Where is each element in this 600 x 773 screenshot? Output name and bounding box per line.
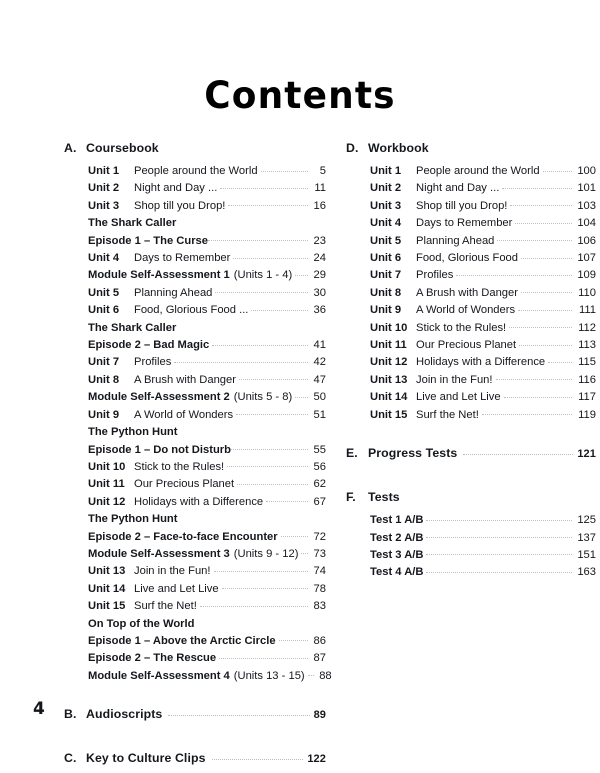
section-spacer bbox=[64, 729, 326, 751]
entry-page-number: 41 bbox=[313, 339, 326, 352]
entry-page-number: 47 bbox=[313, 373, 326, 386]
entry-unit-label: Unit 9 bbox=[370, 304, 402, 317]
entry-title: Stick to the Rules! bbox=[416, 321, 507, 334]
entry-title: Test 4 A/B bbox=[370, 566, 424, 579]
toc-entry-unit[interactable] bbox=[88, 354, 326, 371]
toc-entry-episode[interactable] bbox=[88, 337, 326, 354]
entry-unit-label: Unit 12 bbox=[88, 495, 126, 508]
toc-entry-unit[interactable] bbox=[370, 320, 596, 337]
entry-title: Food, Glorious Food bbox=[416, 252, 518, 265]
page-title: Contents bbox=[204, 74, 396, 117]
entry-page-number: 51 bbox=[313, 408, 326, 421]
entry-page-number: 86 bbox=[313, 634, 326, 647]
entry-page-number: 24 bbox=[313, 252, 326, 265]
toc-entry-episode[interactable] bbox=[88, 546, 326, 563]
entry-title: Planning Ahead bbox=[134, 286, 213, 299]
entry-unit-label: Unit 2 bbox=[88, 182, 120, 195]
toc-entry-episode[interactable] bbox=[88, 668, 332, 685]
toc-entry-unit[interactable] bbox=[88, 250, 326, 267]
entry-title: Holidays with a Difference bbox=[134, 495, 264, 508]
entry-page-number: 74 bbox=[313, 565, 326, 578]
dot-leader bbox=[220, 188, 308, 189]
toc-entry-unit[interactable] bbox=[88, 476, 326, 493]
entry-title: Stick to the Rules! bbox=[134, 460, 225, 473]
entry-page-number: 112 bbox=[578, 321, 596, 334]
entry-unit-label: Unit 6 bbox=[370, 252, 402, 265]
entry-unit-label: Unit 5 bbox=[370, 234, 402, 247]
entry-page-number: 56 bbox=[313, 460, 326, 473]
entry-page-number: 151 bbox=[577, 548, 596, 561]
entry-unit-label: Unit 4 bbox=[88, 252, 120, 265]
entry-unit-label: Unit 8 bbox=[88, 373, 120, 386]
dot-leader bbox=[426, 572, 572, 573]
toc-entry-episode[interactable] bbox=[88, 233, 326, 250]
entry-title: Profiles bbox=[134, 356, 172, 369]
entry-unit-label: Unit 6 bbox=[88, 304, 120, 317]
entry-page-number: 72 bbox=[313, 530, 326, 543]
section-title: Audioscripts bbox=[86, 707, 163, 722]
entry-title: Module Self-Assessment 1 bbox=[88, 269, 230, 282]
entry-page-number: 125 bbox=[577, 514, 596, 527]
dot-leader bbox=[281, 536, 308, 537]
entry-page-number: 107 bbox=[577, 252, 596, 265]
entry-title: Surf the Net! bbox=[416, 408, 479, 421]
dot-leader bbox=[233, 258, 308, 259]
toc-entry-unit[interactable] bbox=[370, 267, 596, 284]
entry-unit-label: Unit 7 bbox=[88, 356, 120, 369]
dot-leader bbox=[266, 501, 308, 502]
entry-page-number: 23 bbox=[313, 234, 326, 247]
toc-entry-unit[interactable] bbox=[370, 302, 596, 319]
entry-subtitle: (Units 5 - 8) bbox=[233, 391, 293, 404]
entry-title: A World of Wonders bbox=[134, 408, 234, 421]
dot-leader bbox=[212, 345, 308, 346]
dot-leader bbox=[301, 553, 308, 554]
toc-entry-unit[interactable] bbox=[370, 250, 596, 267]
story-heading-label: The Python Hunt bbox=[88, 426, 178, 439]
toc-entry-episode[interactable] bbox=[88, 389, 326, 406]
story-heading bbox=[88, 424, 326, 441]
section-title: Tests bbox=[368, 490, 400, 505]
entry-page-number: 106 bbox=[577, 234, 596, 247]
entry-page-number: 55 bbox=[313, 443, 326, 456]
toc-entry-test[interactable] bbox=[370, 547, 596, 564]
dot-leader bbox=[237, 484, 308, 485]
section-letter: B. bbox=[64, 707, 77, 722]
dot-leader bbox=[515, 223, 572, 224]
dot-leader bbox=[261, 171, 308, 172]
entry-title: Food, Glorious Food ... bbox=[134, 304, 249, 317]
entry-unit-label: Unit 2 bbox=[370, 182, 402, 195]
entry-page-number: 116 bbox=[578, 373, 596, 386]
story-heading bbox=[88, 215, 326, 232]
entry-title: Holidays with a Difference bbox=[416, 356, 546, 369]
toc-entry-unit[interactable] bbox=[88, 163, 326, 180]
entry-subtitle: (Units 9 - 12) bbox=[233, 547, 299, 560]
section-spacer bbox=[346, 468, 596, 490]
dot-leader bbox=[502, 188, 572, 189]
entry-page-number: 83 bbox=[313, 600, 326, 613]
entry-title: Days to Remember bbox=[134, 252, 231, 265]
entry-unit-label: Unit 14 bbox=[370, 391, 408, 404]
entry-page-number: 113 bbox=[578, 339, 596, 352]
entry-page-number: 78 bbox=[313, 582, 326, 595]
entry-title: Episode 1 – Above the Arctic Circle bbox=[88, 634, 276, 647]
section-title: Key to Culture Clips bbox=[86, 751, 206, 766]
entry-title: Shop till you Drop! bbox=[416, 199, 508, 212]
entry-title: Episode 1 – Do not Disturb bbox=[88, 443, 231, 456]
entry-page-number: 100 bbox=[577, 165, 596, 177]
entry-page-number: 101 bbox=[577, 182, 596, 195]
story-heading bbox=[88, 511, 326, 528]
dot-leader bbox=[521, 292, 572, 293]
toc-entry-episode[interactable] bbox=[88, 267, 326, 284]
entry-unit-label: Unit 3 bbox=[370, 199, 402, 212]
dot-leader bbox=[212, 759, 304, 760]
entry-title: Night and Day ... bbox=[134, 182, 218, 195]
entry-unit-label: Unit 9 bbox=[88, 408, 120, 421]
section-letter: E. bbox=[346, 446, 358, 461]
dot-leader bbox=[496, 379, 573, 380]
dot-leader bbox=[222, 588, 308, 589]
entry-page-number: 16 bbox=[313, 199, 326, 212]
dot-leader bbox=[295, 275, 308, 276]
entry-unit-label: Unit 13 bbox=[370, 373, 408, 386]
section-heading-workbook bbox=[346, 141, 596, 155]
entry-page-number: 119 bbox=[578, 408, 596, 421]
toc-entry-episode[interactable] bbox=[88, 442, 326, 459]
section-heading-coursebook bbox=[64, 141, 326, 155]
toc-entry-unit[interactable] bbox=[370, 337, 596, 354]
toc-entry-unit[interactable] bbox=[88, 302, 326, 319]
entry-title: Profiles bbox=[416, 269, 454, 282]
section-page-number: 89 bbox=[313, 709, 326, 722]
dot-leader bbox=[251, 310, 308, 311]
section-title: Coursebook bbox=[86, 141, 159, 155]
dot-leader bbox=[214, 571, 309, 572]
dot-leader bbox=[295, 397, 308, 398]
section-letter: C. bbox=[64, 751, 77, 766]
entry-page-number: 137 bbox=[577, 531, 596, 544]
section-entries bbox=[370, 512, 596, 582]
dot-leader bbox=[456, 275, 572, 276]
section-title: Progress Tests bbox=[368, 446, 458, 461]
toc-entry-unit[interactable] bbox=[370, 354, 596, 371]
dot-leader bbox=[215, 292, 308, 293]
section-heading-key-to-culture-clips bbox=[64, 751, 326, 765]
dot-leader bbox=[510, 205, 572, 206]
entry-page-number: 42 bbox=[313, 356, 326, 369]
toc-entry-unit[interactable] bbox=[88, 459, 326, 476]
entry-title: A World of Wonders bbox=[416, 304, 516, 317]
toc-entry-unit[interactable] bbox=[88, 198, 326, 215]
entry-unit-label: Unit 4 bbox=[370, 217, 402, 230]
entry-page-number: 117 bbox=[578, 391, 596, 404]
dot-leader bbox=[239, 379, 308, 380]
section-title: Workbook bbox=[368, 141, 429, 155]
entry-page-number: 50 bbox=[313, 391, 326, 404]
story-heading-label: The Python Hunt bbox=[88, 513, 178, 526]
entry-title: Our Precious Planet bbox=[416, 339, 517, 352]
toc-entry-unit[interactable] bbox=[88, 180, 326, 197]
dot-leader bbox=[543, 171, 572, 172]
toc-entry-unit[interactable] bbox=[370, 180, 596, 197]
dot-leader bbox=[509, 327, 572, 328]
entry-unit-label: Unit 13 bbox=[88, 565, 126, 578]
entry-title: Module Self-Assessment 2 bbox=[88, 391, 230, 404]
entry-page-number: 62 bbox=[313, 478, 326, 491]
toc-entry-episode[interactable] bbox=[88, 529, 326, 546]
entry-title: People around the World bbox=[134, 165, 258, 177]
entry-title: Join in the Fun! bbox=[134, 565, 211, 578]
entry-page-number: 109 bbox=[577, 269, 596, 282]
entry-title: Module Self-Assessment 4 bbox=[88, 669, 230, 682]
dot-leader bbox=[208, 240, 308, 241]
toc-entry-unit[interactable] bbox=[370, 285, 596, 302]
toc-entry-unit[interactable] bbox=[370, 407, 596, 424]
toc-entry-unit[interactable] bbox=[370, 389, 596, 406]
story-heading-label: The Shark Caller bbox=[88, 321, 177, 334]
toc-entry-unit[interactable] bbox=[370, 198, 596, 215]
entry-unit-label: Unit 11 bbox=[370, 339, 407, 352]
entry-title: Shop till you Drop! bbox=[134, 199, 226, 212]
section-heading-audioscripts bbox=[64, 707, 326, 721]
entry-page-number: 11 bbox=[314, 182, 326, 195]
toc-entry-episode[interactable] bbox=[88, 633, 326, 650]
toc-entry-unit[interactable] bbox=[88, 407, 326, 424]
section-page-number: 121 bbox=[577, 448, 596, 461]
contents-columns bbox=[0, 141, 600, 773]
dot-leader bbox=[426, 554, 572, 555]
entry-page-number: 103 bbox=[577, 199, 596, 212]
entry-page-number: 29 bbox=[313, 269, 326, 282]
story-heading bbox=[88, 616, 326, 633]
dot-leader bbox=[497, 240, 572, 241]
entry-title: Surf the Net! bbox=[134, 600, 197, 613]
dot-leader bbox=[548, 362, 572, 363]
entry-title: People around the World bbox=[416, 165, 540, 177]
entry-title: Days to Remember bbox=[416, 217, 513, 230]
entry-unit-label: Unit 12 bbox=[370, 356, 408, 369]
entry-title: Episode 2 – Bad Magic bbox=[88, 339, 210, 352]
dot-leader bbox=[521, 258, 572, 259]
entry-title: Episode 1 – The Curse bbox=[88, 234, 208, 247]
section-letter: D. bbox=[346, 141, 359, 155]
entry-unit-label: Unit 7 bbox=[370, 269, 402, 282]
toc-entry-unit[interactable] bbox=[88, 494, 326, 511]
dot-leader bbox=[426, 537, 572, 538]
toc-entry-unit[interactable] bbox=[88, 372, 326, 389]
entry-title: Live and Let Live bbox=[416, 391, 501, 404]
entry-unit-label: Unit 1 bbox=[370, 165, 402, 177]
dot-leader bbox=[236, 414, 308, 415]
entry-title: Module Self-Assessment 3 bbox=[88, 547, 230, 560]
section-heading-progress-tests bbox=[346, 446, 596, 460]
entry-title: Test 2 A/B bbox=[370, 531, 424, 544]
entry-title: Our Precious Planet bbox=[134, 478, 235, 491]
dot-leader bbox=[200, 606, 308, 607]
story-heading-label: The Shark Caller bbox=[88, 217, 177, 230]
entry-unit-label: Unit 15 bbox=[88, 600, 126, 613]
toc-entry-unit[interactable] bbox=[370, 233, 596, 250]
entry-page-number: 67 bbox=[313, 495, 326, 508]
dot-leader bbox=[482, 414, 572, 415]
dot-leader bbox=[168, 715, 309, 716]
toc-entry-test[interactable] bbox=[370, 512, 596, 529]
story-heading bbox=[88, 320, 326, 337]
entry-unit-label: Unit 10 bbox=[370, 321, 408, 334]
left-column bbox=[64, 141, 332, 773]
entry-title: Join in the Fun! bbox=[416, 373, 493, 386]
entry-title: A Brush with Danger bbox=[134, 373, 236, 386]
entry-unit-label: Unit 5 bbox=[88, 286, 120, 299]
dot-leader bbox=[518, 310, 572, 311]
toc-entry-test[interactable] bbox=[370, 530, 596, 547]
dot-leader bbox=[227, 466, 308, 467]
dot-leader bbox=[279, 640, 308, 641]
entry-page-number: 87 bbox=[313, 652, 326, 665]
section-entries bbox=[370, 163, 596, 424]
entry-page-number: 73 bbox=[313, 547, 326, 560]
entry-unit-label: Unit 14 bbox=[88, 582, 126, 595]
section-spacer bbox=[346, 424, 596, 446]
entry-page-number: 163 bbox=[577, 566, 596, 579]
entry-page-number: 110 bbox=[578, 286, 596, 299]
dot-leader bbox=[228, 205, 308, 206]
dot-leader bbox=[219, 658, 308, 659]
dot-leader bbox=[174, 362, 308, 363]
entry-title: Live and Let Live bbox=[134, 582, 219, 595]
entry-page-number: 30 bbox=[313, 286, 326, 299]
section-entries bbox=[88, 163, 332, 685]
toc-entry-unit[interactable] bbox=[370, 215, 596, 232]
dot-leader bbox=[504, 397, 572, 398]
entry-page-number: 104 bbox=[577, 217, 596, 230]
entry-page-number: 88 bbox=[319, 669, 332, 682]
dot-leader bbox=[463, 454, 573, 455]
entry-subtitle: (Units 13 - 15) bbox=[233, 669, 305, 682]
toc-entry-unit[interactable] bbox=[88, 563, 326, 580]
toc-entry-unit[interactable] bbox=[88, 285, 326, 302]
entry-title: Planning Ahead bbox=[416, 234, 495, 247]
entry-page-number: 115 bbox=[578, 356, 596, 369]
entry-subtitle: (Units 1 - 4) bbox=[233, 269, 293, 282]
story-heading-label: On Top of the World bbox=[88, 617, 195, 630]
entry-title: Episode 2 – Face-to-face Encounter bbox=[88, 530, 278, 543]
section-letter: F. bbox=[346, 490, 356, 505]
toc-entry-unit[interactable] bbox=[370, 372, 596, 389]
entry-unit-label: Unit 10 bbox=[88, 460, 126, 473]
page-number: 4 bbox=[33, 699, 45, 719]
entry-unit-label: Unit 15 bbox=[370, 408, 408, 421]
entry-page-number: 36 bbox=[313, 304, 326, 317]
dot-leader bbox=[231, 449, 308, 450]
entry-title: Test 3 A/B bbox=[370, 548, 424, 561]
entry-unit-label: Unit 8 bbox=[370, 286, 402, 299]
toc-entry-unit[interactable] bbox=[370, 163, 596, 180]
entry-title: Night and Day ... bbox=[416, 182, 500, 195]
entry-unit-label: Unit 3 bbox=[88, 199, 120, 212]
section-letter: A. bbox=[64, 141, 77, 155]
entry-page-number: 111 bbox=[578, 304, 596, 317]
toc-entry-unit[interactable] bbox=[88, 598, 326, 615]
entry-title: A Brush with Danger bbox=[416, 286, 518, 299]
section-heading-tests bbox=[346, 490, 596, 504]
right-column bbox=[346, 141, 596, 582]
dot-leader bbox=[519, 345, 572, 346]
entry-title: Episode 2 – The Rescue bbox=[88, 652, 217, 665]
entry-unit-label: Unit 1 bbox=[88, 165, 120, 177]
toc-entry-unit[interactable] bbox=[88, 581, 326, 598]
toc-entry-test[interactable] bbox=[370, 564, 596, 581]
entry-unit-label: Unit 11 bbox=[88, 478, 125, 491]
section-spacer bbox=[64, 685, 326, 707]
section-page-number: 122 bbox=[307, 753, 326, 766]
dot-leader bbox=[426, 520, 572, 521]
entry-page-number: 5 bbox=[319, 165, 326, 177]
dot-leader bbox=[308, 675, 314, 676]
toc-entry-episode[interactable] bbox=[88, 650, 326, 667]
entry-title: Test 1 A/B bbox=[370, 514, 424, 527]
